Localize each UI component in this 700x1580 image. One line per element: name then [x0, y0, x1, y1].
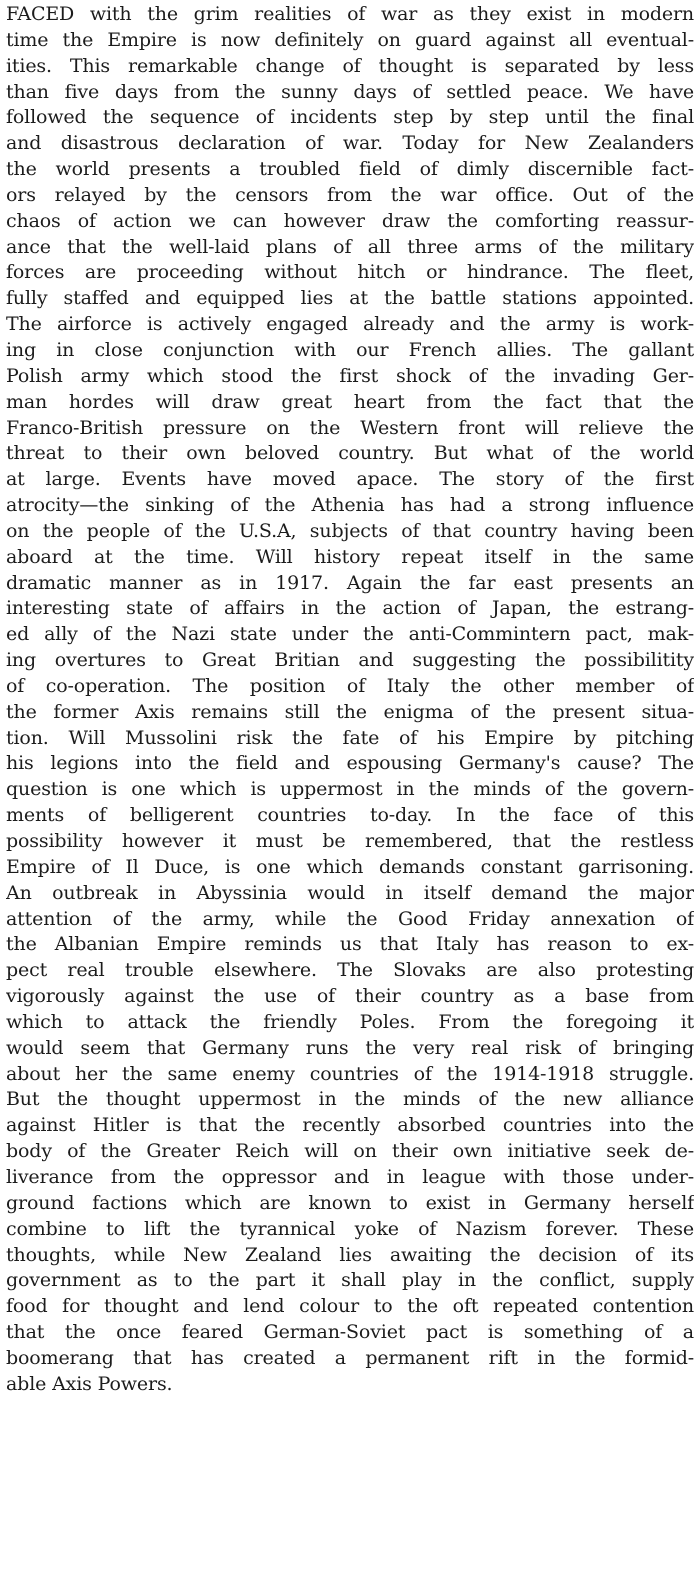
article-body: [6, 2, 694, 1398]
article-line: about her the same enemy countries of the 1914-1918 struggle.: [6, 1062, 694, 1085]
article-line: But the thought uppermost in the minds of the new alliance: [6, 1088, 694, 1111]
article-line: which to attack the friendly Poles. From the foregoing it: [6, 1010, 694, 1033]
article-line: ors relayed by the censors from the war office. Out of the: [6, 183, 694, 206]
article-line: of co-operation. The position of Italy the other member of: [6, 674, 694, 697]
article-line: on the people of the U.S.A, subjects of that country having been: [6, 519, 694, 542]
article-line: man hordes will draw great heart from the fact that the: [6, 390, 694, 413]
article-line: ments of belligerent countries to-day. In the face of this: [6, 804, 694, 827]
article-line: Empire of Il Duce, is one which demands constant garrisoning.: [6, 855, 694, 878]
article-line: able Axis Powers.: [6, 1372, 173, 1395]
article-line: combine to lift the tyrannical yoke of Nazism forever. These: [6, 1217, 694, 1240]
article-line: ities. This remarkable change of thought is separated by less: [6, 54, 694, 77]
article-line: that the once feared German-Soviet pact is something of a: [6, 1321, 694, 1344]
article-line: Franco-British pressure on the Western front will relieve the: [6, 416, 694, 439]
article-line: aboard at the time. Will history repeat itself in the same: [6, 545, 694, 568]
article-line: ing overtures to Great Britian and suggesting the possibilitity: [6, 649, 694, 672]
article-line: at large. Events have moved apace. The story of the first: [6, 468, 694, 491]
article-line: vigorously against the use of their country as a base from: [6, 985, 694, 1008]
article-line: chaos of action we can however draw the comforting reassur-: [6, 209, 694, 232]
article-line: The airforce is actively engaged already and the army is work-: [6, 313, 694, 336]
article-line: than five days from the sunny days of settled peace. We have: [6, 80, 694, 103]
article-line: his legions into the field and espousing Germany's cause? The: [6, 752, 694, 775]
article-line: attention of the army, while the Good Friday annexation of: [6, 907, 694, 930]
article-line: FACED with the grim realities of war as they exist in modern: [6, 3, 694, 25]
article-line: ance that the well-laid plans of all three arms of the military: [6, 235, 694, 258]
article-line: Polish army which stood the first shock of the invading Ger-: [6, 364, 694, 387]
article-line: atrocity—the sinking of the Athenia has had a strong influence: [6, 494, 694, 517]
article-line: dramatic manner as in 1917. Again the far east presents an: [6, 571, 694, 594]
article-line: pect real trouble elsewhere. The Slovaks are also protesting: [6, 959, 694, 982]
article-line: boomerang that has created a permanent rift in the formid-: [6, 1346, 694, 1369]
article-line: the Albanian Empire reminds us that Italy has reason to ex-: [6, 933, 694, 956]
article-line: government as to the part it shall play in the conflict, supply: [6, 1269, 694, 1292]
article-line: threat to their own beloved country. But what of the world: [6, 442, 694, 465]
article-line: ed ally of the Nazi state under the anti-Commintern pact, mak-: [6, 623, 694, 646]
article-line: liverance from the oppressor and in league with those under-: [6, 1165, 694, 1188]
article-line: interesting state of affairs in the action of Japan, the estrang-: [6, 597, 694, 620]
article-line: question is one which is uppermost in the minds of the govern-: [6, 778, 694, 801]
article-line: the former Axis remains still the enigma of the present situa-: [6, 700, 694, 723]
article-line: tion. Will Mussolini risk the fate of his Empire by pitching: [6, 726, 694, 749]
article-line: ing in close conjunction with our French allies. The gallant: [6, 338, 694, 361]
article-line: possibility however it must be remembered, that the restless: [6, 830, 694, 852]
article-line: body of the Greater Reich will on their own initiative seek de-: [6, 1140, 694, 1163]
article-line: against Hitler is that the recently absorbed countries into the: [6, 1114, 694, 1137]
article-line: would seem that Germany runs the very real risk of bringing: [6, 1036, 694, 1059]
article-line: An outbreak in Abyssinia would in itself demand the major: [6, 881, 694, 904]
article-line: fully staffed and equipped lies at the battle stations appointed.: [6, 287, 694, 310]
article-line: forces are proceeding without hitch or hindrance. The fleet,: [6, 261, 694, 284]
article-line: followed the sequence of incidents step by step until the final: [6, 106, 694, 129]
article-line: time the Empire is now definitely on guard against all eventual-: [6, 28, 694, 51]
article-line: thoughts, while New Zealand lies awaiting the decision of its: [6, 1243, 694, 1266]
article-line: and disastrous declaration of war. Today for New Zealanders: [6, 132, 694, 155]
article-line: food for thought and lend colour to the oft repeated contention: [6, 1295, 694, 1318]
article-line: ground factions which are known to exist in Germany herself: [6, 1191, 694, 1214]
article-line: the world presents a troubled field of dimly discernible fact-: [6, 158, 694, 181]
